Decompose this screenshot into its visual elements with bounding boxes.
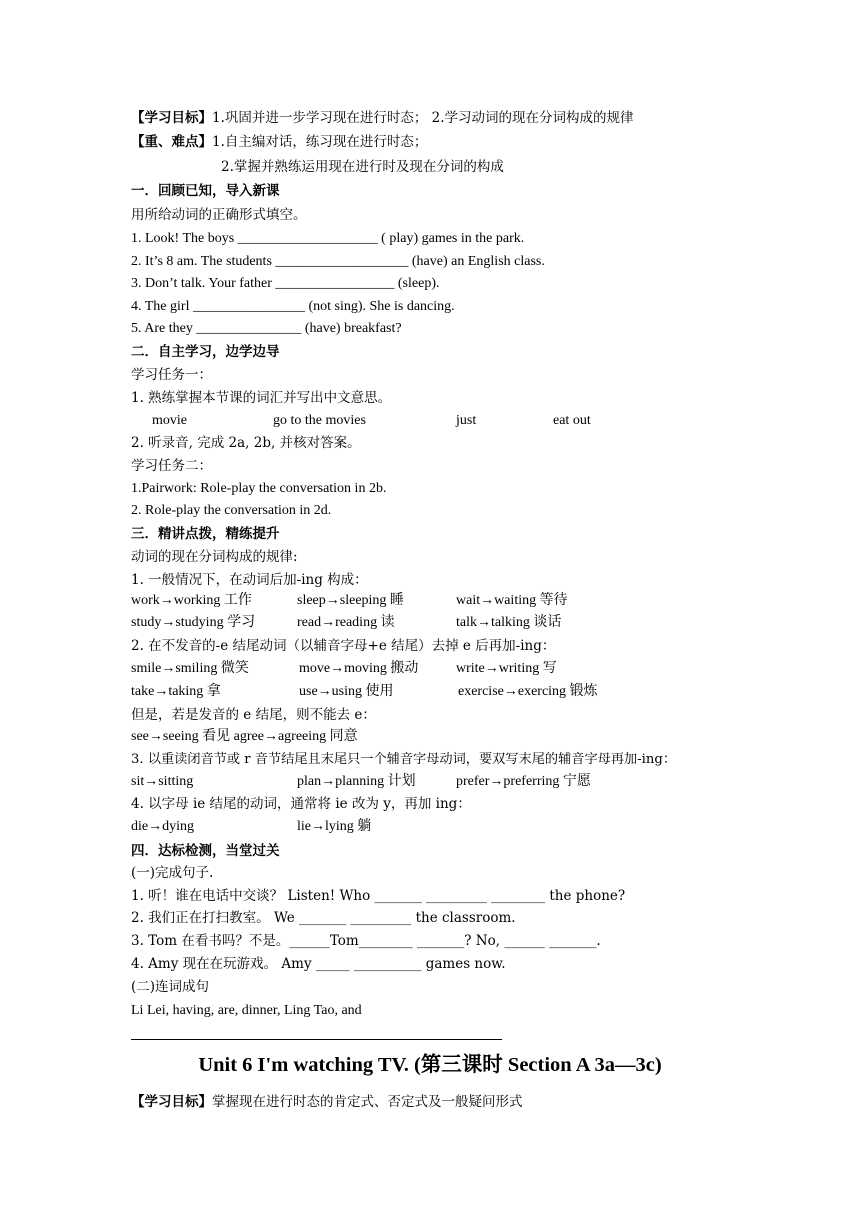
task1-label: 学习任务一： <box>131 367 212 383</box>
task1-item-2: 2. 听录音, 完成 2a, 2b, 并核对答案。 <box>131 435 361 451</box>
goal-text: 1.巩固并进一步学习现在进行时态； 2.学习动词的现在分词构成的规律 <box>212 110 634 126</box>
section2-heading: 二．自主学习，边学边导 <box>131 344 280 360</box>
verb-example: sit→sitting <box>131 774 194 789</box>
fill-item-1: 1. Look! The boys ____________________ ( play) games in the park. <box>131 231 525 246</box>
goal-line <box>131 109 634 127</box>
verb-example: exercise→exercing 锻炼 <box>458 684 598 699</box>
vocab-word: eat out <box>553 413 591 428</box>
verb-example: prefer→preferring 宁愿 <box>456 774 591 789</box>
fill-item-2: 2. It’s 8 am. The students ___________________ (have) an English class. <box>131 254 545 269</box>
verb-example: write→writing 写 <box>456 661 557 676</box>
lesson-title: Unit 6 I'm watching TV. (第三课时 Section A 3a—3c) <box>198 1054 662 1076</box>
task2-item-1: 1.Pairwork: Role-play the conversation in 2b. <box>131 481 387 496</box>
verb-example: study→studying 学习 <box>131 615 256 630</box>
next-goal-label: 【学习目标】 <box>131 1094 212 1110</box>
rule2-example: see→seeing 看见 agree→agreeing 同意 <box>131 729 358 744</box>
rule-1: 1. 一般情况下，在动词后加-ing 构成： <box>131 572 368 588</box>
sentence-item-3: 3. Tom 在看书吗？不是。______Tom________ _______? No, ______ _______. <box>131 933 601 949</box>
verb-example: talk→talking 谈话 <box>456 615 562 630</box>
rule-3: 3. 以重读闭音节或 r 音节结尾且末尾只一个辅音字母动词，要双写末尾的辅音字母再加-ing： <box>131 752 677 767</box>
vocab-word: movie <box>152 413 187 428</box>
verb-example: wait→waiting 等待 <box>456 593 568 608</box>
verb-example: move→moving 搬动 <box>299 661 419 676</box>
goal-label: 【学习目标】 <box>131 110 212 126</box>
verb-example: lie→lying 躺 <box>297 819 372 834</box>
divider-line <box>131 1039 502 1040</box>
verb-example: take→taking 拿 <box>131 684 221 699</box>
section1-heading: 一．回顾已知，导入新课 <box>131 183 280 199</box>
key-line-2: 2.掌握并熟练运用现在进行时及现在分词的构成 <box>221 159 504 175</box>
part2-label: (二)连词成句 <box>131 979 210 995</box>
key-label: 【重、难点】 <box>131 134 212 150</box>
verb-example: work→working 工作 <box>131 593 252 608</box>
fill-item-5: 5. Are they _______________ (have) breakfast? <box>131 321 402 336</box>
sentence-item-4: 4. Amy 现在在玩游戏。 Amy _____ __________ games now. <box>131 956 506 972</box>
task2-item-2: 2. Role-play the conversation in 2d. <box>131 503 332 518</box>
section4-heading: 四．达标检测，当堂过关 <box>131 843 280 859</box>
sentence-item-1: 1. 听！谁在电话中交谈？ Listen! Who _______ _________ ________ the phone? <box>131 888 626 904</box>
key-text-1: 1.自主编对话，练习现在进行时态； <box>212 134 428 150</box>
verb-example: sleep→sleeping 睡 <box>297 593 404 608</box>
vocab-word: just <box>456 413 477 428</box>
vocab-word: go to the movies <box>273 413 366 428</box>
key-line-1 <box>131 133 427 151</box>
task2-label: 学习任务二： <box>131 458 212 474</box>
verb-example: die→dying <box>131 819 194 834</box>
fill-item-3: 3. Don’t talk. Your father _________________ (sleep). <box>131 276 440 291</box>
part1-label: (一)完成句子. <box>131 865 214 881</box>
part2-item: Li Lei, having, are, dinner, Ling Tao, and <box>131 1003 362 1018</box>
next-goal-line <box>131 1093 523 1111</box>
rule2-note: 但是，若是发音的 e 结尾，则不能去 e： <box>131 707 376 723</box>
fill-item-4: 4. The girl ________________ (not sing). She is dancing. <box>131 299 455 314</box>
section1-instruction: 用所给动词的正确形式填空。 <box>131 207 307 223</box>
section3-heading: 三．精讲点拨，精练提升 <box>131 526 280 542</box>
verb-example: read→reading 读 <box>297 615 395 630</box>
verb-example: smile→smiling 微笑 <box>131 661 249 676</box>
sentence-item-2: 2. 我们正在打扫教室。 We _______ _________ the classroom. <box>131 910 516 926</box>
next-goal-text: 掌握现在进行时态的肯定式、否定式及一般疑问形式 <box>212 1094 523 1110</box>
verb-example: use→using 使用 <box>299 684 394 699</box>
rule-2: 2. 在不发音的-e 结尾动词（以辅音字母+e 结尾）去掉 e 后再加-ing： <box>131 638 556 654</box>
task1-item-1: 1. 熟练掌握本节课的词汇并写出中文意思。 <box>131 390 392 406</box>
rule-4: 4. 以字母 ie 结尾的动词，通常将 ie 改为 y，再加 ing： <box>131 796 471 812</box>
verb-example: plan→planning 计划 <box>297 774 416 789</box>
section3-intro: 动词的现在分词构成的规律: <box>131 549 298 565</box>
